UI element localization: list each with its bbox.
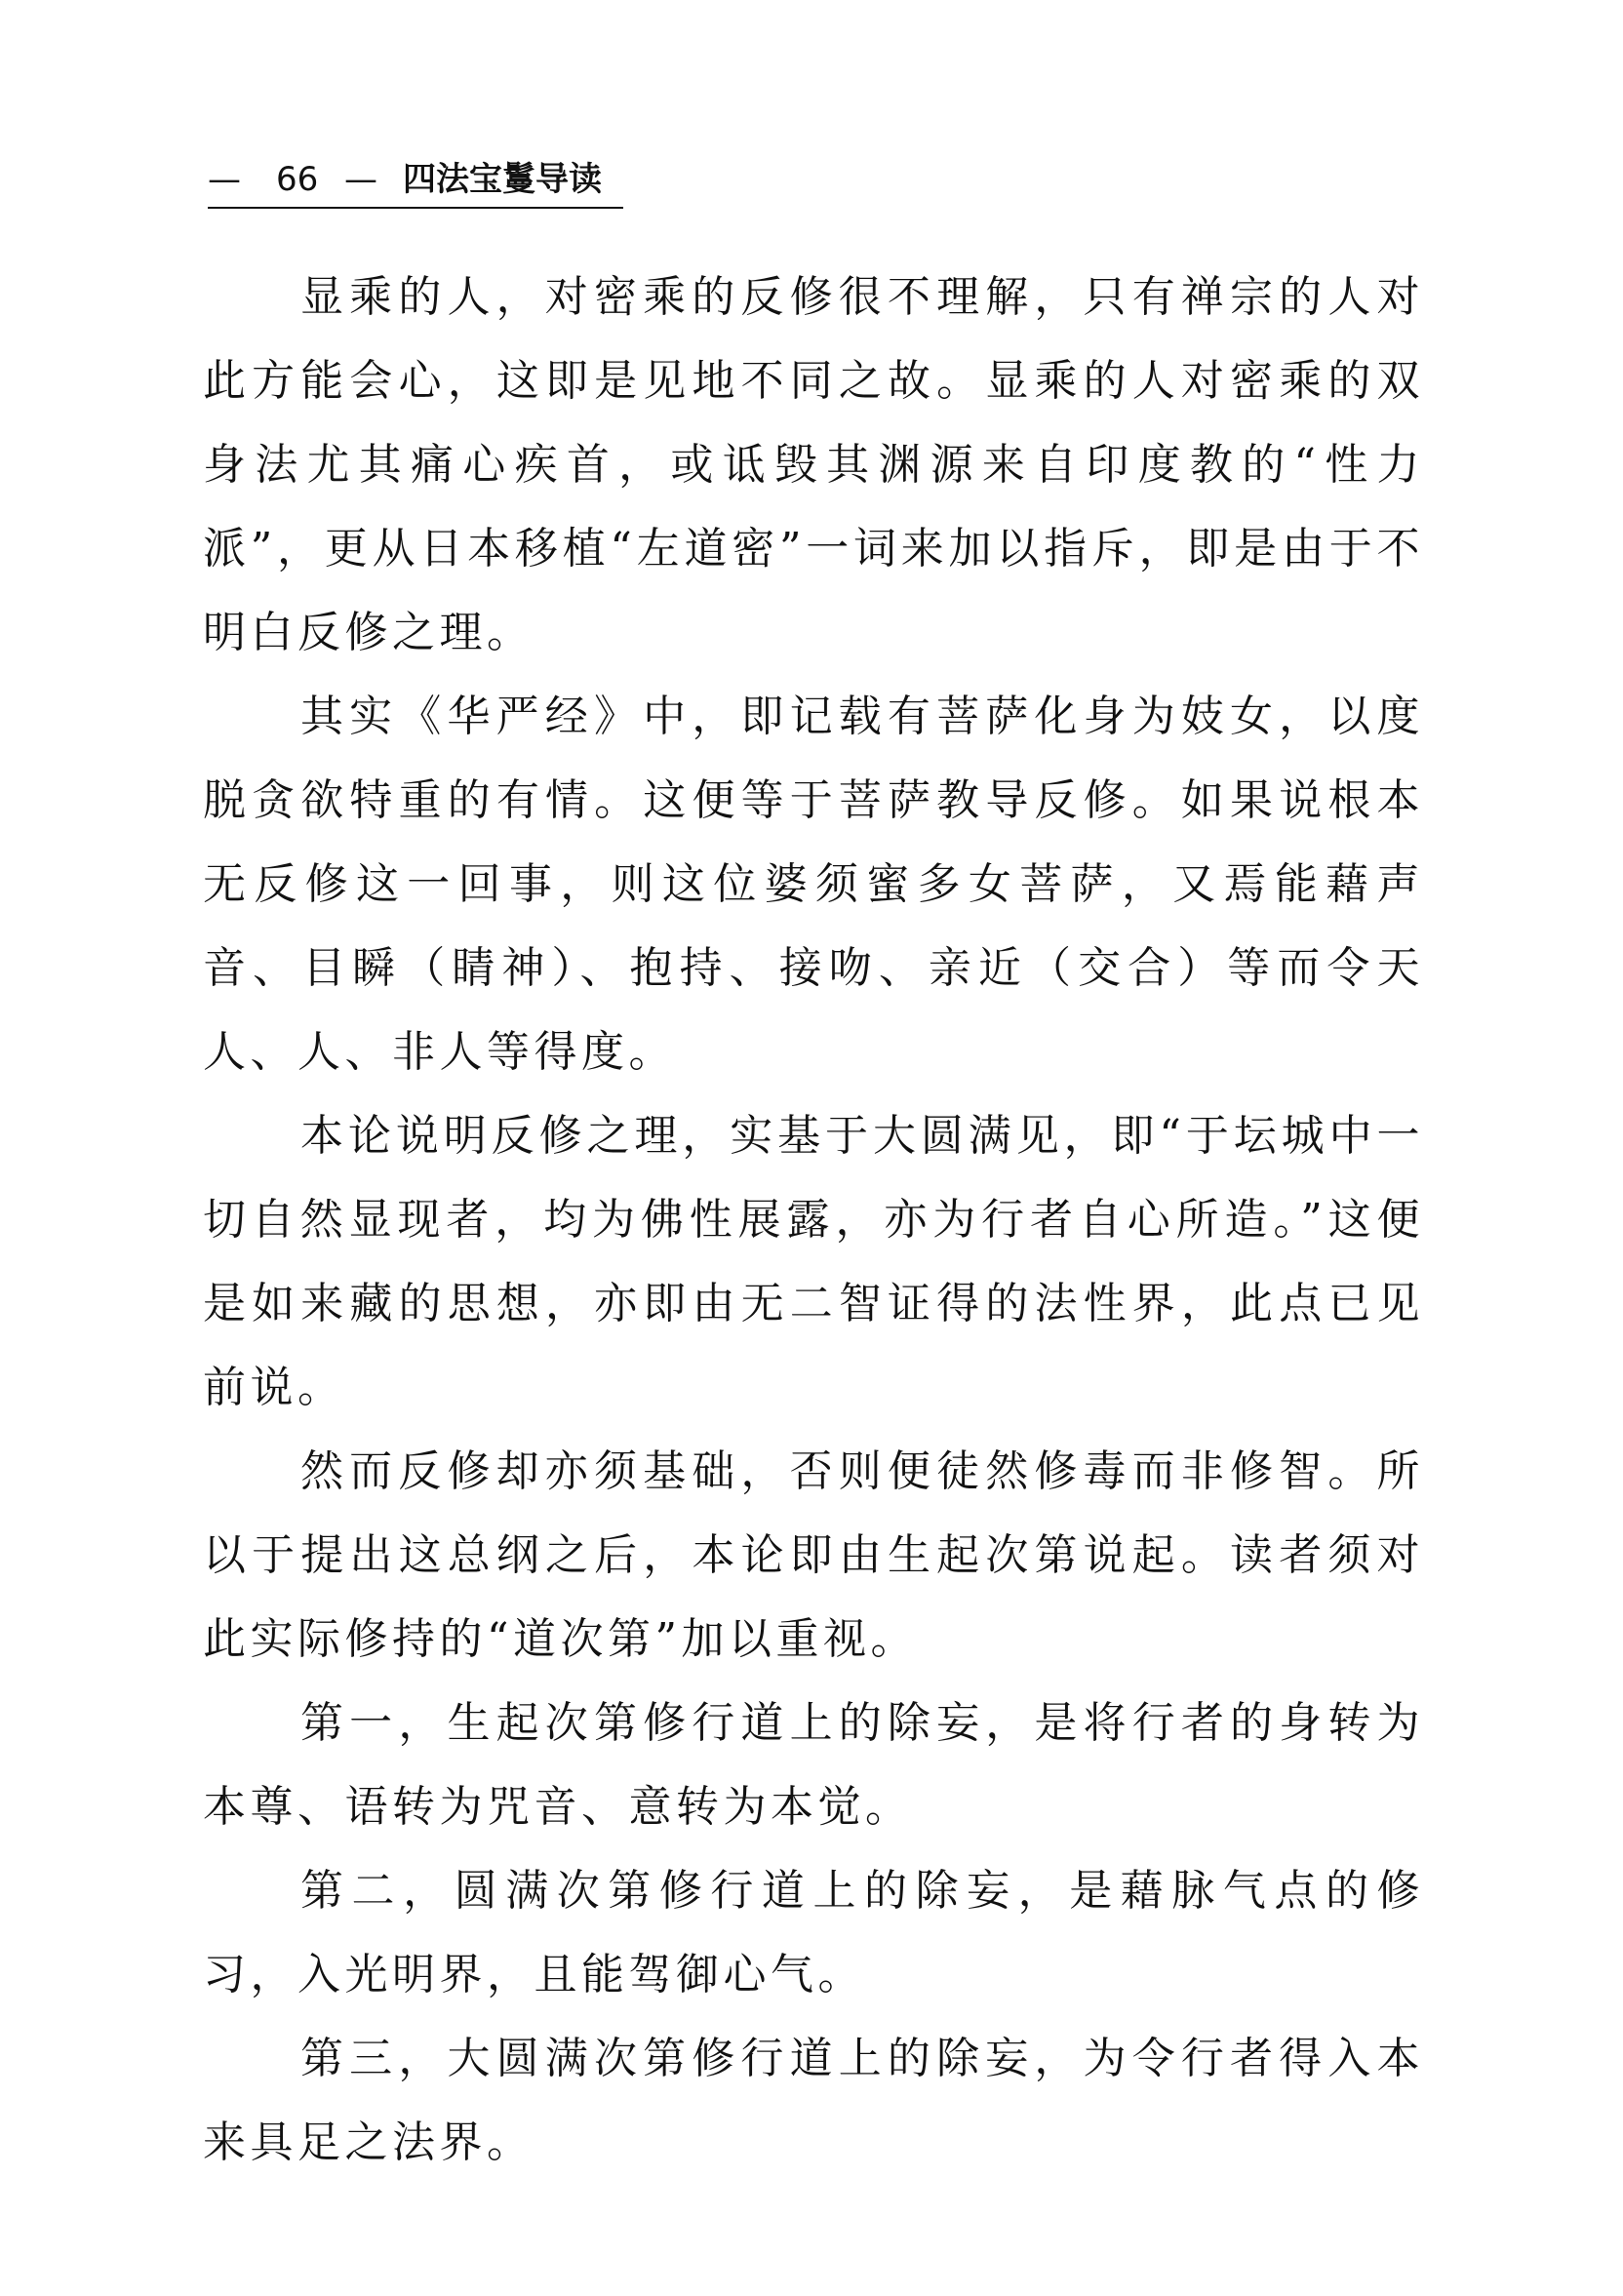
paragraph: 显乘的人，对密乘的反修很不理解，只有禅宗的人对此方能会心，这即是见地不同之故。显乘的人对密乘的双身法尤其痛心疾首，或诋毁其渊源来自印度教的“性力派”，更从日本移植“左道密”一词来加以指斥，即是由于不明白反修之理。 (203, 272, 1424, 657)
paragraph: 然而反修却亦须基础，否则便徒然修毒而非修智。所以于提出这总纲之后，本论即由生起次第说起。读者须对此实际修持的“道次第”加以重视。 (203, 1446, 1424, 1664)
book-title: 四法宝鬘导读 (403, 160, 602, 199)
header-dash-right: — (344, 160, 377, 199)
paragraph: 本论说明反修之理，实基于大圆满见，即“于坛城中一切自然显现者，均为佛性展露，亦为行者自心所造。”这便是如来藏的思想，亦即由无二智证得的法性界，此点已见前说。 (203, 1111, 1424, 1412)
page-number: 66 (276, 160, 319, 199)
paragraph: 第一，生起次第修行道上的除妄，是将行者的身转为本尊、语转为咒音、意转为本觉。 (203, 1698, 1424, 1832)
header-dash-left: — (208, 160, 241, 199)
body-text (203, 256, 1424, 2185)
paragraph: 第三，大圆满次第修行道上的除妄，为令行者得入本来具足之法界。 (203, 2034, 1424, 2167)
paragraph: 其实《华严经》中，即记载有菩萨化身为妓女，以度脱贪欲特重的有情。这便等于菩萨教导反修。如果说根本无反修这一回事，则这位婆须蜜多女菩萨，又焉能藉声音、目瞬（睛神）、抱持、接吻、亲近（交合）等而令天人、人、非人等得度。 (203, 692, 1424, 1077)
header-rule (208, 207, 623, 209)
running-header (208, 156, 637, 203)
paragraph: 第二，圆满次第修行道上的除妄，是藉脉气点的修习，入光明界，且能驾御心气。 (203, 1866, 1424, 1999)
